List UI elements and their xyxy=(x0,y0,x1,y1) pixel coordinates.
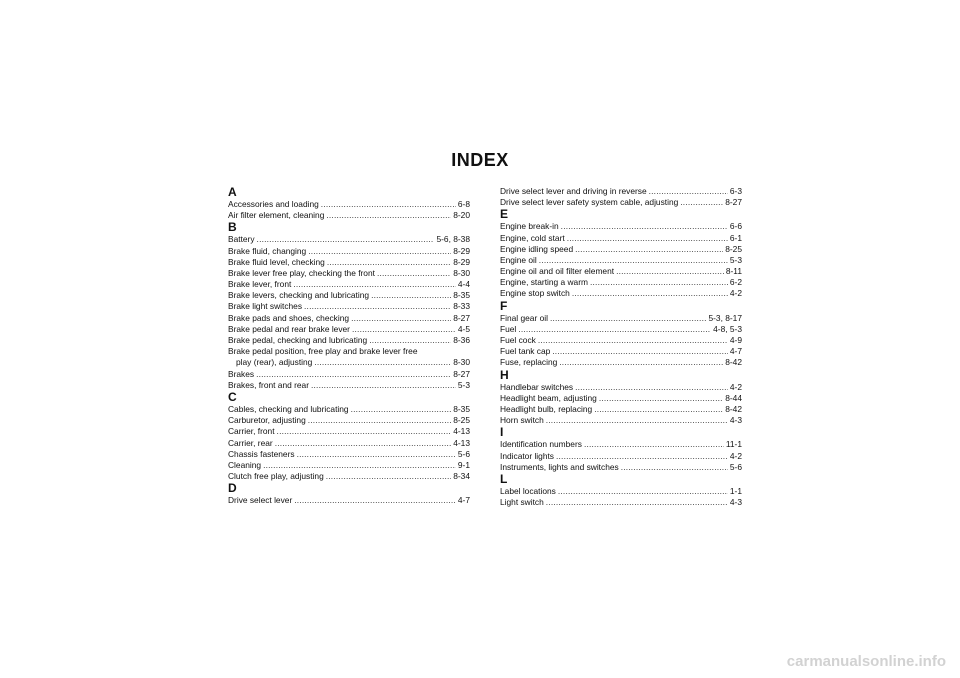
index-column-left xyxy=(228,186,470,507)
index-entry: Brake fluid, changing ..... 8-29 xyxy=(228,246,470,257)
section-i xyxy=(500,439,742,473)
index-entry: Brake pedal and rear brake lever ..... 4-5 xyxy=(228,324,470,335)
index-entry: Engine idling speed ..... 8-25 xyxy=(500,244,742,255)
index-entry: Clutch free play, adjusting ..... 8-34 xyxy=(228,471,470,482)
section-e xyxy=(500,221,742,299)
index-entry: Headlight beam, adjusting ..... 8-44 xyxy=(500,393,742,404)
index-entry: Brake light switches ..... 8-33 xyxy=(228,302,470,313)
index-entry: Brakes, front and rear ..... 5-3 xyxy=(228,380,470,391)
index-entry: Brake pedal, checking and lubricating ..... 8-36 xyxy=(228,335,470,346)
index-entry: Brake levers, checking and lubricating ..... 8-35 xyxy=(228,290,470,301)
section-c xyxy=(228,404,470,482)
section-letter-a: A xyxy=(228,185,237,199)
section-l xyxy=(500,486,742,508)
index-entry: Drive select lever safety system cable, adjusting ..... 8-27 xyxy=(500,197,742,208)
section-d xyxy=(228,495,470,506)
index-entry: Engine stop switch ..... 4-2 xyxy=(500,289,742,300)
index-entry: Drive select lever ..... 4-7 xyxy=(228,495,470,506)
index-entry: Carrier, rear ..... 4-13 xyxy=(228,438,470,449)
section-b xyxy=(228,234,470,391)
index-entry: Final gear oil ..... 5-3, 8-17 xyxy=(500,313,742,324)
index-entry: Cleaning ..... 9-1 xyxy=(228,460,470,471)
index-column-right xyxy=(500,186,742,508)
index-entry: Carburetor, adjusting ..... 8-25 xyxy=(228,415,470,426)
index-entry: Brake lever free play, checking the front ..... 8-30 xyxy=(228,268,470,279)
page-title: INDEX xyxy=(451,150,509,170)
index-entry: Brake fluid level, checking ..... 8-29 xyxy=(228,257,470,268)
index-entry: Accessories and loading ..... 6-8 xyxy=(228,199,470,210)
index-entry: Chassis fasteners ..... 5-6 xyxy=(228,449,470,460)
index-entry: Engine oil ..... 5-3 xyxy=(500,255,742,266)
index-entry: Label locations ..... 1-1 xyxy=(500,486,742,497)
index-entry: Instruments, lights and switches ..... 5-6 xyxy=(500,462,742,473)
index-entry: Fuse, replacing ..... 8-42 xyxy=(500,357,742,368)
index-entry: Brake lever, front ..... 4-4 xyxy=(228,279,470,290)
section-letter-b: B xyxy=(228,220,237,235)
index-entry: Horn switch ..... 4-3 xyxy=(500,415,742,426)
index-entry: Identification numbers ..... 11-1 xyxy=(500,439,742,450)
section-letter-d: D xyxy=(228,481,237,496)
index-entry-line1: Brake pedal position, free play and brake lever free xyxy=(228,346,418,357)
section-letter-l: L xyxy=(500,471,508,486)
index-entry: Carrier, front ..... 4-13 xyxy=(228,426,470,437)
index-entry: Brakes ..... 8-27 xyxy=(228,369,470,380)
index-entry: Engine break-in ..... 6-6 xyxy=(500,221,742,232)
section-letter-h: H xyxy=(500,367,509,382)
index-entry: Engine, starting a warm ..... 6-2 xyxy=(500,277,742,288)
section-a xyxy=(228,199,470,221)
section-letter-e: E xyxy=(500,207,509,222)
index-entry: Fuel tank cap ..... 4-7 xyxy=(500,346,742,357)
section-f xyxy=(500,313,742,369)
index-entry: Engine, cold start ..... 6-1 xyxy=(500,233,742,244)
section-letter-f: F xyxy=(500,298,508,313)
index-entry: Engine oil and oil filter element ..... 8-11 xyxy=(500,266,742,277)
index-entry: Battery ..... 5-6, 8-38 xyxy=(228,234,470,245)
index-entry: Light switch ..... 4-3 xyxy=(500,497,742,508)
index-entry: Handlebar switches ..... 4-2 xyxy=(500,382,742,393)
index-entry: play (rear), adjusting ..... 8-30 xyxy=(228,357,470,368)
index-entry: Drive select lever and driving in reverse ..... 6-3 xyxy=(500,186,742,197)
index-entry: Air filter element, cleaning ..... 8-20 xyxy=(228,210,470,221)
section-d-continued xyxy=(500,186,742,208)
index-entry: Indicator lights ..... 4-2 xyxy=(500,451,742,462)
index-entry: Cables, checking and lubricating ..... 8-35 xyxy=(228,404,470,415)
watermark: carmanualsonline.info xyxy=(786,653,946,670)
index-entry: Fuel ..... 4-8, 5-3 xyxy=(500,324,742,335)
index-entry: Brake pads and shoes, checking ..... 8-27 xyxy=(228,313,470,324)
section-h xyxy=(500,382,742,427)
section-letter-c: C xyxy=(228,390,237,404)
section-letter-i: I xyxy=(500,425,504,440)
index-entry: Headlight bulb, replacing ..... 8-42 xyxy=(500,404,742,415)
index-entry: Fuel cock ..... 4-9 xyxy=(500,335,742,346)
